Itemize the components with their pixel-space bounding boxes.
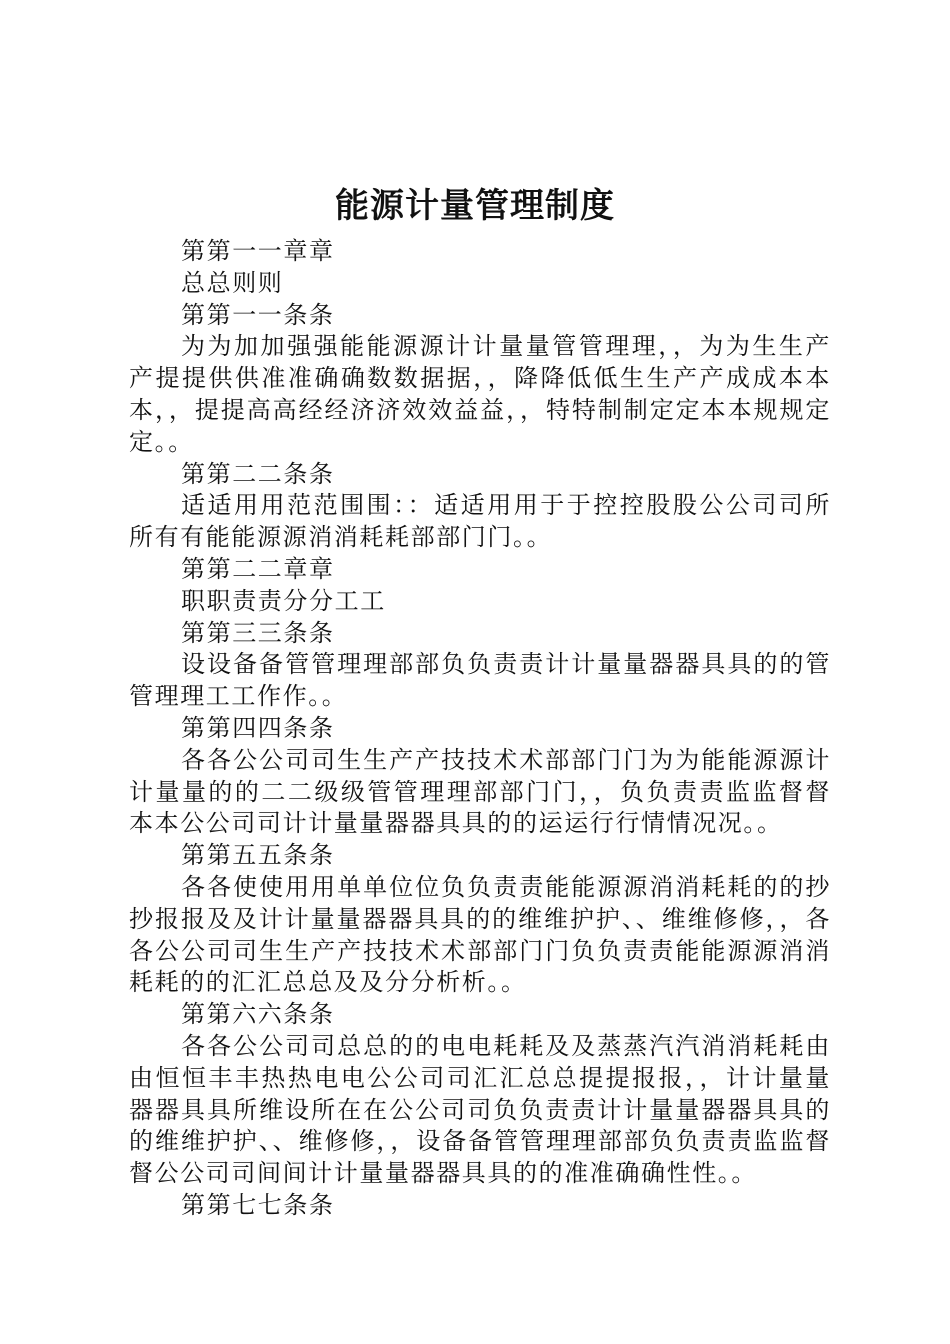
article-text: 适适用用范范围围：：适适用用于于控控股股公公司司所所有有能能源源消消耗耗部部门门。。 (129, 491, 831, 552)
document-body (129, 236, 831, 1222)
article-heading: 第第四四条条 (181, 713, 335, 742)
article-heading: 第第一一条条 (181, 300, 335, 329)
chapter-subtitle: 职职责责分分工工 (181, 586, 386, 615)
article-heading: 第第七七条条 (181, 1190, 335, 1219)
chapter-subtitle: 总总则则 (181, 268, 284, 297)
article-text: 为为加加强强能能源源计计量量管管理理，，为为生生产产提提供供准准确确数数据据，，降降低低生生产产成成本本本，，提提高高经经济济效效益益，，特特制制定定本本规规定定。。 (129, 332, 831, 456)
article-heading: 第第五五条条 (181, 841, 335, 870)
article-text: 设设备备管管理理部部负负责责计计量量器器具具的的管管理理工工作作。。 (129, 650, 831, 711)
article-text: 各各公公司司总总的的电电耗耗及及蒸蒸汽汽消消耗耗由由恒恒丰丰热热电电公公司司汇汇总总提提报报，，计计量量器器具具所维设所在在公公司司负负责责计计量量器器具具的的维维护护、、维修修，，设备备管管理理部部负负责责监监督督公公司司间间计计量量器器具具的的准准确确性性。。 (129, 1031, 831, 1188)
chapter-heading: 第第一一章章 (181, 237, 335, 265)
article-text: 各各使使用用单单位位负负责责能能源源消消耗耗的的抄抄报报及及计计量量器器具具的的维维护护、、维维修修，，各各公公司司生生产产技技术术部部门门负负责责能能源源消消耗耗的的汇汇总总及及分分析析。。 (129, 872, 831, 997)
chapter-heading: 第第二二章章 (181, 554, 335, 583)
article-heading: 第第三三条条 (181, 618, 335, 647)
article-heading: 第第二二条条 (181, 459, 335, 488)
article-heading: 第第六六条条 (181, 1000, 335, 1029)
article-text: 各各公公司司生生产产技技术术部部门门为为能能源源计计量量的的二二级级管管理理部部门门，，负负责责监监督督本本公公司司计计量量器器具具的的运运行行情情况况。。 (129, 745, 831, 838)
document-title: 能源计量管理制度 (335, 186, 615, 226)
